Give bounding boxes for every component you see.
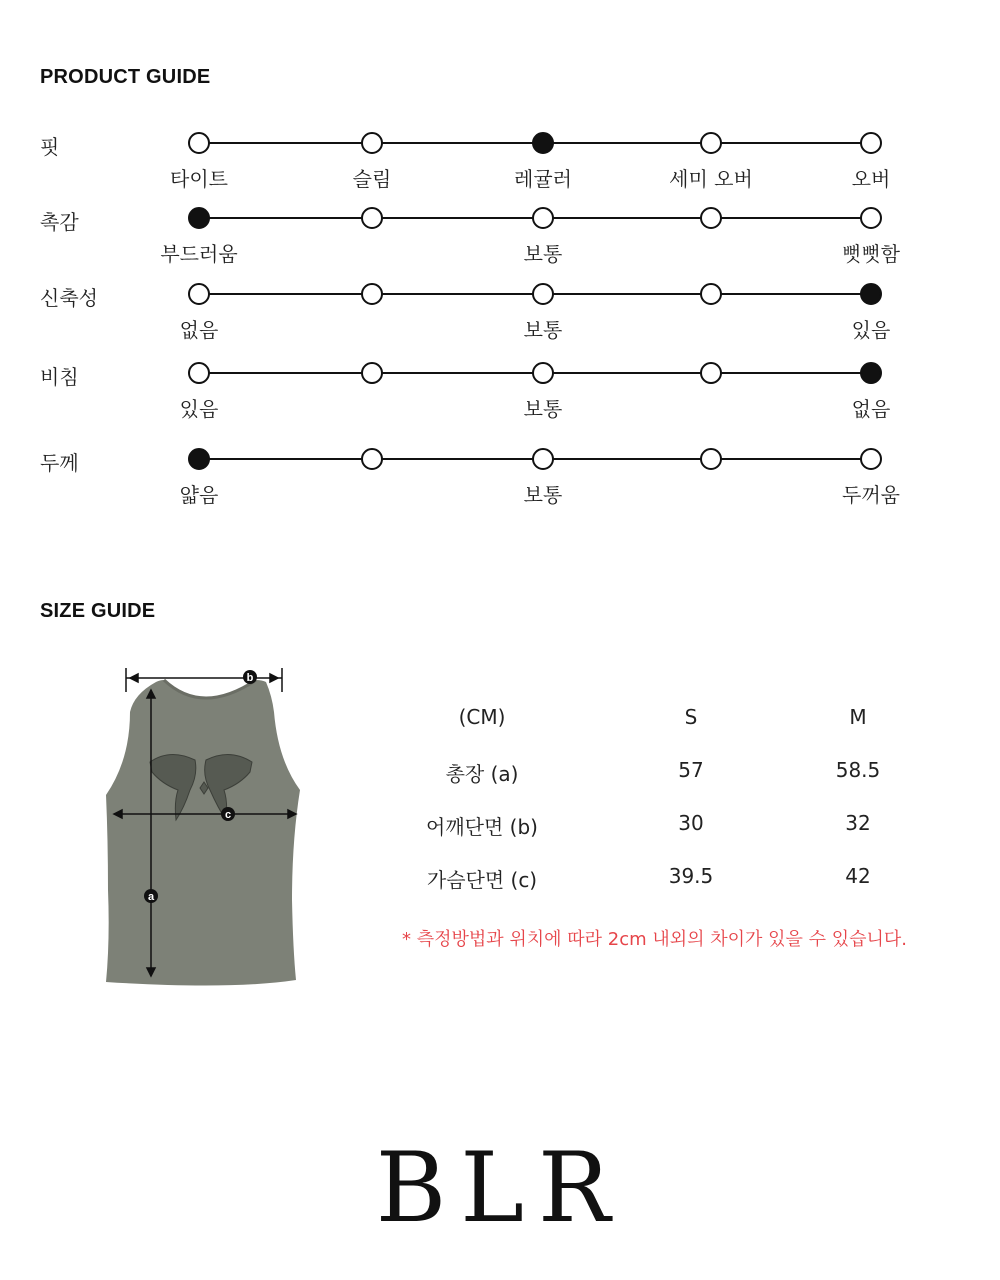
scale-dot <box>188 362 210 384</box>
scale-label: 뻣뻣함 <box>842 242 900 266</box>
guide-row <box>0 365 1000 433</box>
table-row <box>400 864 960 904</box>
scale-label: 두꺼움 <box>842 483 900 507</box>
scale-dot <box>361 207 383 229</box>
svg-text:a: a <box>147 891 155 903</box>
scale-label: 얇음 <box>179 483 219 507</box>
svg-text:c: c <box>224 809 232 821</box>
scale-dot-selected <box>860 362 882 384</box>
scale-dot-selected <box>860 283 882 305</box>
guide-row-label: 비침 <box>40 365 79 389</box>
value-m: 58.5 <box>835 758 881 782</box>
scale-label: 부드러움 <box>160 242 238 266</box>
value-m: 42 <box>845 864 871 888</box>
guide-row-label: 두께 <box>40 451 79 475</box>
scale-dot-selected <box>532 132 554 154</box>
scale-dot <box>700 283 722 305</box>
product-guide-title: PRODUCT GUIDE <box>40 66 211 88</box>
scale-label: 있음 <box>851 318 891 342</box>
value-s: 57 <box>678 758 704 782</box>
scale-dot <box>860 448 882 470</box>
guide-row-label: 촉감 <box>40 210 79 234</box>
scale-label: 있음 <box>179 397 219 421</box>
size-guide-title: SIZE GUIDE <box>40 600 156 622</box>
scale-dot <box>361 448 383 470</box>
header-size-s: S <box>684 705 698 729</box>
row-label: 가슴단면 (c) <box>426 868 538 892</box>
guide-row <box>0 451 1000 519</box>
guide-row <box>0 135 1000 203</box>
scale-dot <box>700 132 722 154</box>
value-m: 32 <box>845 811 871 835</box>
scale-label: 타이트 <box>170 167 228 191</box>
header-unit: (CM) <box>458 705 506 729</box>
row-label: 총장 (a) <box>445 762 519 786</box>
value-s: 30 <box>678 811 704 835</box>
scale-label: 보통 <box>523 483 563 507</box>
scale-label: 보통 <box>523 318 563 342</box>
scale-dot <box>532 283 554 305</box>
marker-c <box>221 807 235 821</box>
scale-label: 오버 <box>851 167 891 191</box>
guide-row-label: 핏 <box>40 135 60 159</box>
brand-logo: BLR <box>375 1132 625 1244</box>
marker-a <box>144 889 158 903</box>
scale-label: 보통 <box>523 397 563 421</box>
scale-dot-selected <box>188 207 210 229</box>
guide-row <box>0 286 1000 354</box>
scale-dot <box>361 362 383 384</box>
marker-b <box>243 670 257 684</box>
tank-top-diagram <box>100 660 360 1000</box>
scale-dot <box>188 283 210 305</box>
scale-dot <box>860 207 882 229</box>
table-row <box>400 811 960 851</box>
header-size-m: M <box>849 705 867 729</box>
tank-top-body <box>106 680 300 986</box>
scale-dot-selected <box>188 448 210 470</box>
scale-dot <box>361 132 383 154</box>
svg-text:b: b <box>246 672 254 684</box>
scale-dot <box>532 207 554 229</box>
row-label: 어깨단면 (b) <box>426 815 538 839</box>
scale-label: 세미 오버 <box>669 167 753 191</box>
scale-label: 없음 <box>179 318 219 342</box>
scale-label: 보통 <box>523 242 563 266</box>
scale-label: 없음 <box>851 397 891 421</box>
measurement-note: * 측정방법과 위치에 따라 2cm 내외의 차이가 있을 수 있습니다. <box>402 929 908 950</box>
scale-dot <box>532 362 554 384</box>
scale-dot <box>361 283 383 305</box>
value-s: 39.5 <box>668 864 714 888</box>
scale-dot <box>860 132 882 154</box>
scale-label: 레귤러 <box>514 167 572 191</box>
guide-row-label: 신축성 <box>40 286 98 310</box>
table-row <box>400 758 960 798</box>
scale-dot <box>700 448 722 470</box>
guide-row <box>0 210 1000 278</box>
scale-dot <box>700 207 722 229</box>
scale-label: 슬림 <box>352 167 392 191</box>
scale-dot <box>700 362 722 384</box>
scale-dot <box>532 448 554 470</box>
size-table-header <box>400 705 960 745</box>
scale-dot <box>188 132 210 154</box>
